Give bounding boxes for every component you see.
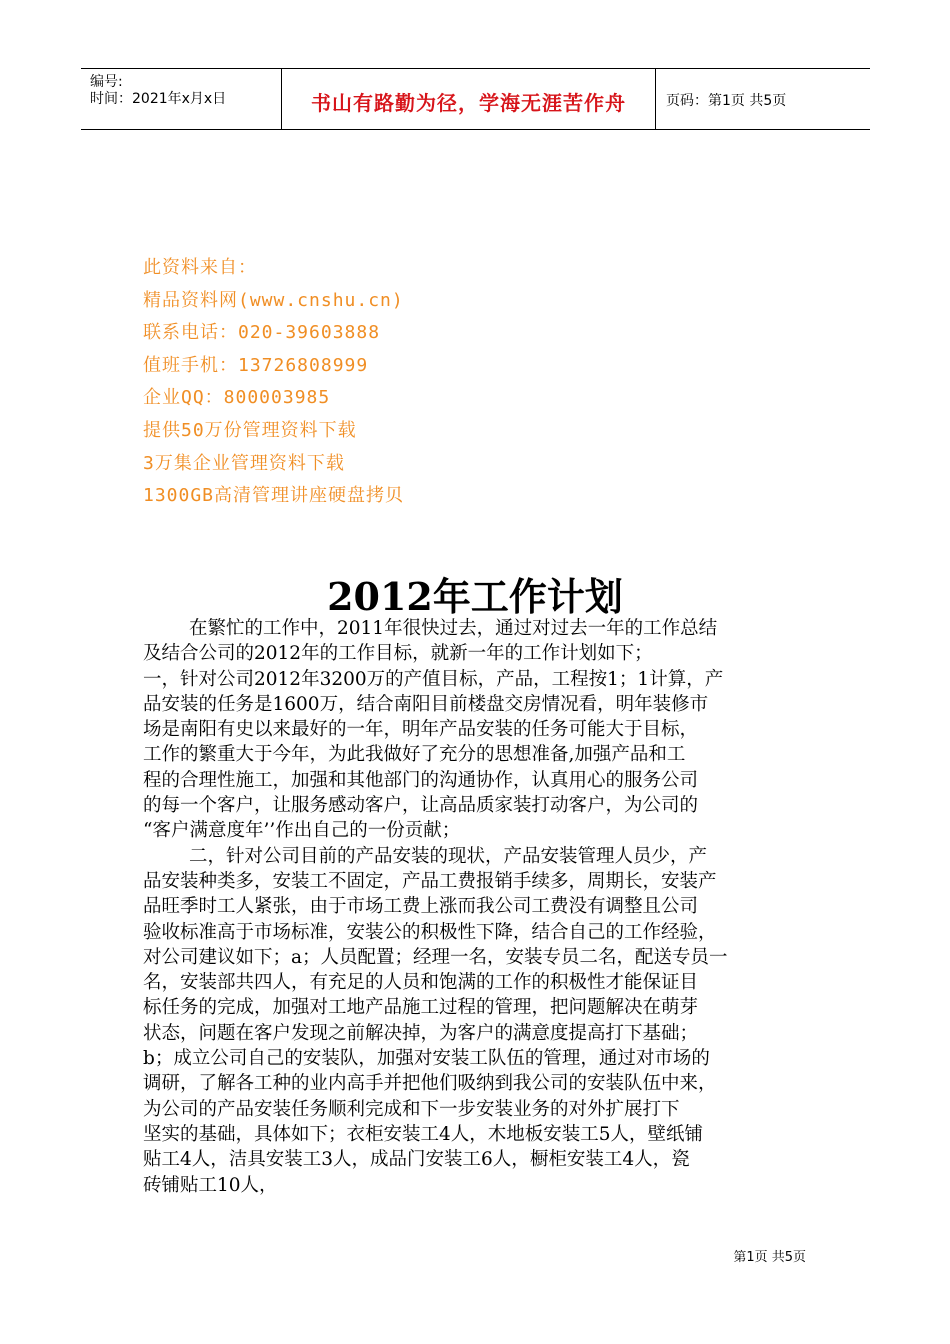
body-line: 对公司建议如下；a；人员配置；经理一名，安装专员二名，配送专员一 [143, 946, 728, 968]
document-body [143, 616, 811, 1198]
body-line: 调研，了解各工种的业内高手并把他们吸纳到我公司的安装队伍中来， [143, 1073, 717, 1095]
body-line: “客户满意度年’’作出自己的一份贡献； [143, 820, 461, 842]
source-line: 联系电话：020-39603888 [143, 322, 381, 344]
body-line: 及结合公司的2012年的工作目标，就新一年的工作计划如下； [143, 643, 653, 665]
body-line: 标任务的完成，加强对工地产品施工过程的管理，把问题解决在萌芽 [143, 997, 699, 1019]
body-line: 验收标准高于市场标准，安装公的积极性下降，结合自己的工作经验， [143, 921, 717, 943]
header-page-cell [656, 69, 870, 129]
body-line: 名，安装部共四人，有充足的人员和饱满的工作的积极性才能保证目 [143, 972, 699, 994]
source-line: 此资料来自： [143, 257, 257, 278]
body-line: 场是南阳有史以来最好的一年，明年产品安装的任务可能大于目标， [143, 719, 699, 741]
source-line: 3万集企业管理资料下载 [143, 452, 345, 474]
source-line: 提供50万份管理资料下载 [143, 419, 357, 441]
source-info-block [143, 252, 743, 513]
header-motto-cell [282, 69, 656, 129]
header-page-number: 页码：第1页 共5页 [666, 93, 787, 109]
body-line: 状态，问题在客户发现之前解决掉，为客户的满意度提高打下基础； [143, 1022, 699, 1044]
header-meta-cell [81, 69, 282, 129]
source-line: 值班手机：13726808999 [143, 354, 369, 376]
body-line: 工作的繁重大于今年，为此我做好了充分的思想准备,加强产品和工 [143, 744, 686, 766]
body-line: 程的合理性施工，加强和其他部门的沟通协作，认真用心的服务公司 [143, 769, 699, 791]
page-header [81, 68, 870, 130]
body-line: 品安装的任务是1600万，结合南阳目前楼盘交房情况看，明年装修市 [143, 693, 709, 715]
body-line: 的每一个客户，让服务感动客户，让高品质家装打动客户，为公司的 [143, 795, 699, 817]
body-line: 为公司的产品安装任务顺利完成和下一步安装业务的对外扩展打下 [143, 1098, 680, 1120]
source-line: 企业QQ：800003985 [143, 387, 331, 409]
motto-text: 书山有路勤为径，学海无涯苦作舟 [311, 91, 626, 115]
document-title: 2012年工作计划 [327, 574, 623, 619]
body-line: 贴工4人，洁具安装工3人，成品门安装工6人，橱柜安装工4人，瓷 [143, 1149, 690, 1171]
body-line: 在繁忙的工作中，2011年很快过去，通过对过去一年的工作总结 [189, 618, 718, 639]
source-line: 1300GB高清管理讲座硬盘拷贝 [143, 485, 405, 507]
body-line: 二，针对公司目前的产品安装的现状，产品安装管理人员少，产 [189, 845, 708, 867]
body-line: 一，针对公司2012年3200万的产值目标，产品，工程按1；1计算，产 [143, 668, 724, 690]
footer-page-number: 第1页 共5页 [733, 1250, 806, 1265]
body-line: 砖铺贴工10人， [143, 1174, 278, 1196]
body-line: b；成立公司自己的安装队，加强对安装工队伍的管理，通过对市场的 [143, 1048, 710, 1070]
source-line: 精品资料网(www.cnshu.cn) [143, 289, 404, 311]
serial-label: 编号: [90, 74, 123, 90]
time-label: 时间：2021年x月x日 [90, 91, 227, 107]
body-line: 品旺季时工人紧张，由于市场工费上涨而我公司工费没有调整且公司 [143, 896, 699, 918]
body-line: 品安装种类多，安装工不固定，产品工费报销手续多，周期长，安装产 [143, 870, 717, 892]
body-line: 坚实的基础，具体如下；衣柜安装工4人，木地板安装工5人，壁纸铺 [143, 1123, 704, 1145]
